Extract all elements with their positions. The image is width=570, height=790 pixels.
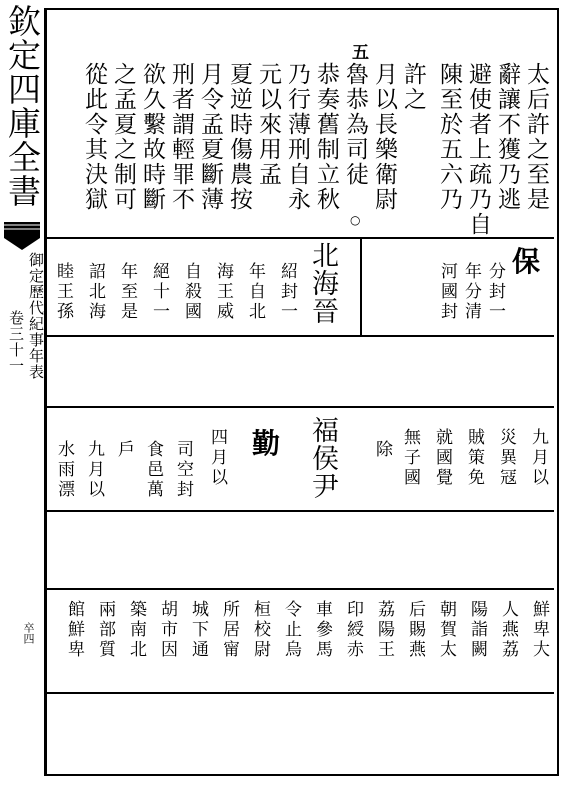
record-column: 車參馬 bbox=[312, 600, 332, 660]
record-column: 鮮卑大 bbox=[529, 600, 549, 660]
record-column: 陽詣闕 bbox=[467, 600, 487, 660]
state-label-bao: 保 bbox=[512, 245, 541, 278]
state-entry-column: 分封一 bbox=[485, 262, 505, 322]
state-entry-column: 年自北 bbox=[245, 262, 265, 322]
row-divider-5 bbox=[44, 588, 554, 590]
record-column: 司空封 bbox=[173, 440, 193, 500]
row-divider-6 bbox=[44, 692, 554, 694]
main-column: 之孟夏之制可 bbox=[110, 62, 136, 212]
main-column: 陳至於五六乃 bbox=[436, 62, 462, 212]
record-column: 所居甯 bbox=[219, 600, 239, 660]
record-column: 荔陽王 bbox=[374, 600, 394, 660]
state-entry-column: 河國封 bbox=[437, 262, 457, 322]
title-label-qin: 勤 bbox=[252, 427, 281, 460]
record-column: 后賜燕 bbox=[405, 600, 425, 660]
main-column: 乃行薄刑自永 bbox=[284, 62, 310, 212]
main-column: 夏逆時傷農按 bbox=[226, 62, 252, 212]
fish-tail-mark bbox=[4, 222, 40, 250]
record-column: 戶 bbox=[114, 440, 134, 460]
main-column: 從此令其決獄 bbox=[81, 62, 107, 212]
cell-divider bbox=[360, 239, 362, 335]
main-column: 恭奏舊制立秋 bbox=[313, 62, 339, 212]
main-column: 魯恭為司徒 bbox=[342, 62, 368, 187]
row-divider-3 bbox=[44, 406, 554, 408]
state-entry-column: 年分清 bbox=[461, 262, 481, 322]
record-column: 桓校尉 bbox=[250, 600, 270, 660]
main-column: 避使者上疏乃自 bbox=[465, 62, 491, 237]
state-entry-column: 詔北海 bbox=[85, 262, 105, 322]
record-column: 四月以 bbox=[207, 428, 227, 488]
state-entry-column: 絕十一 bbox=[149, 262, 169, 322]
record-column: 朝賀太 bbox=[436, 600, 456, 660]
state-entry-column: 睦王孫 bbox=[53, 262, 73, 322]
main-column: 欲久繫故時斷 bbox=[139, 62, 165, 212]
state-title-beihai: 北海晉 bbox=[307, 241, 338, 325]
page-number: 五 bbox=[352, 43, 369, 63]
row-divider-2 bbox=[44, 335, 554, 337]
state-entry-column: 年至是 bbox=[117, 262, 137, 322]
record-column: 兩部質 bbox=[95, 600, 115, 660]
record-column: 館鮮卑 bbox=[64, 600, 84, 660]
record-column: 就國覺 bbox=[432, 428, 452, 488]
margin-book-title: 御定歷代紀事年表 bbox=[27, 252, 45, 380]
state-entry-column: 海王威 bbox=[213, 262, 233, 322]
main-column: 月以長樂衛尉 bbox=[371, 62, 397, 212]
margin-title: 欽定四庫全書 bbox=[3, 4, 42, 208]
record-column: 無子國 bbox=[400, 428, 420, 488]
state-title-fu: 福侯尹 bbox=[307, 416, 338, 500]
main-column: 太后許之至是 bbox=[523, 62, 549, 212]
margin-volume: 卷三十一 bbox=[7, 310, 25, 374]
record-column: 除 bbox=[372, 440, 392, 460]
record-column: 賊策免 bbox=[464, 428, 484, 488]
main-column: 月令孟夏斷薄 bbox=[197, 62, 223, 212]
record-column: 災異冦 bbox=[496, 428, 516, 488]
circle-mark: ○ bbox=[350, 213, 361, 227]
main-column: 刑者謂輕罪不 bbox=[168, 62, 194, 212]
state-entry-column: 自殺國 bbox=[181, 262, 201, 322]
record-column: 食邑萬 bbox=[143, 440, 163, 500]
record-column: 令止烏 bbox=[281, 600, 301, 660]
row-divider-4 bbox=[44, 510, 554, 512]
main-column: 辭讓不獲乃逃 bbox=[494, 62, 520, 212]
record-column: 胡市因 bbox=[157, 600, 177, 660]
record-column: 印綬赤 bbox=[343, 600, 363, 660]
record-column: 九月以 bbox=[84, 440, 104, 500]
record-column: 水雨漂 bbox=[54, 440, 74, 500]
state-entry-column: 紹封一 bbox=[277, 262, 297, 322]
margin-book-info bbox=[6, 252, 44, 432]
main-column: 元以來用孟 bbox=[255, 62, 281, 187]
record-column: 人燕荔 bbox=[498, 600, 518, 660]
record-column: 城下通 bbox=[188, 600, 208, 660]
main-column: 許之 bbox=[400, 62, 426, 112]
record-column: 築南北 bbox=[126, 600, 146, 660]
margin-page-code: 卒四 bbox=[22, 622, 35, 644]
record-column: 九月以 bbox=[528, 428, 548, 488]
